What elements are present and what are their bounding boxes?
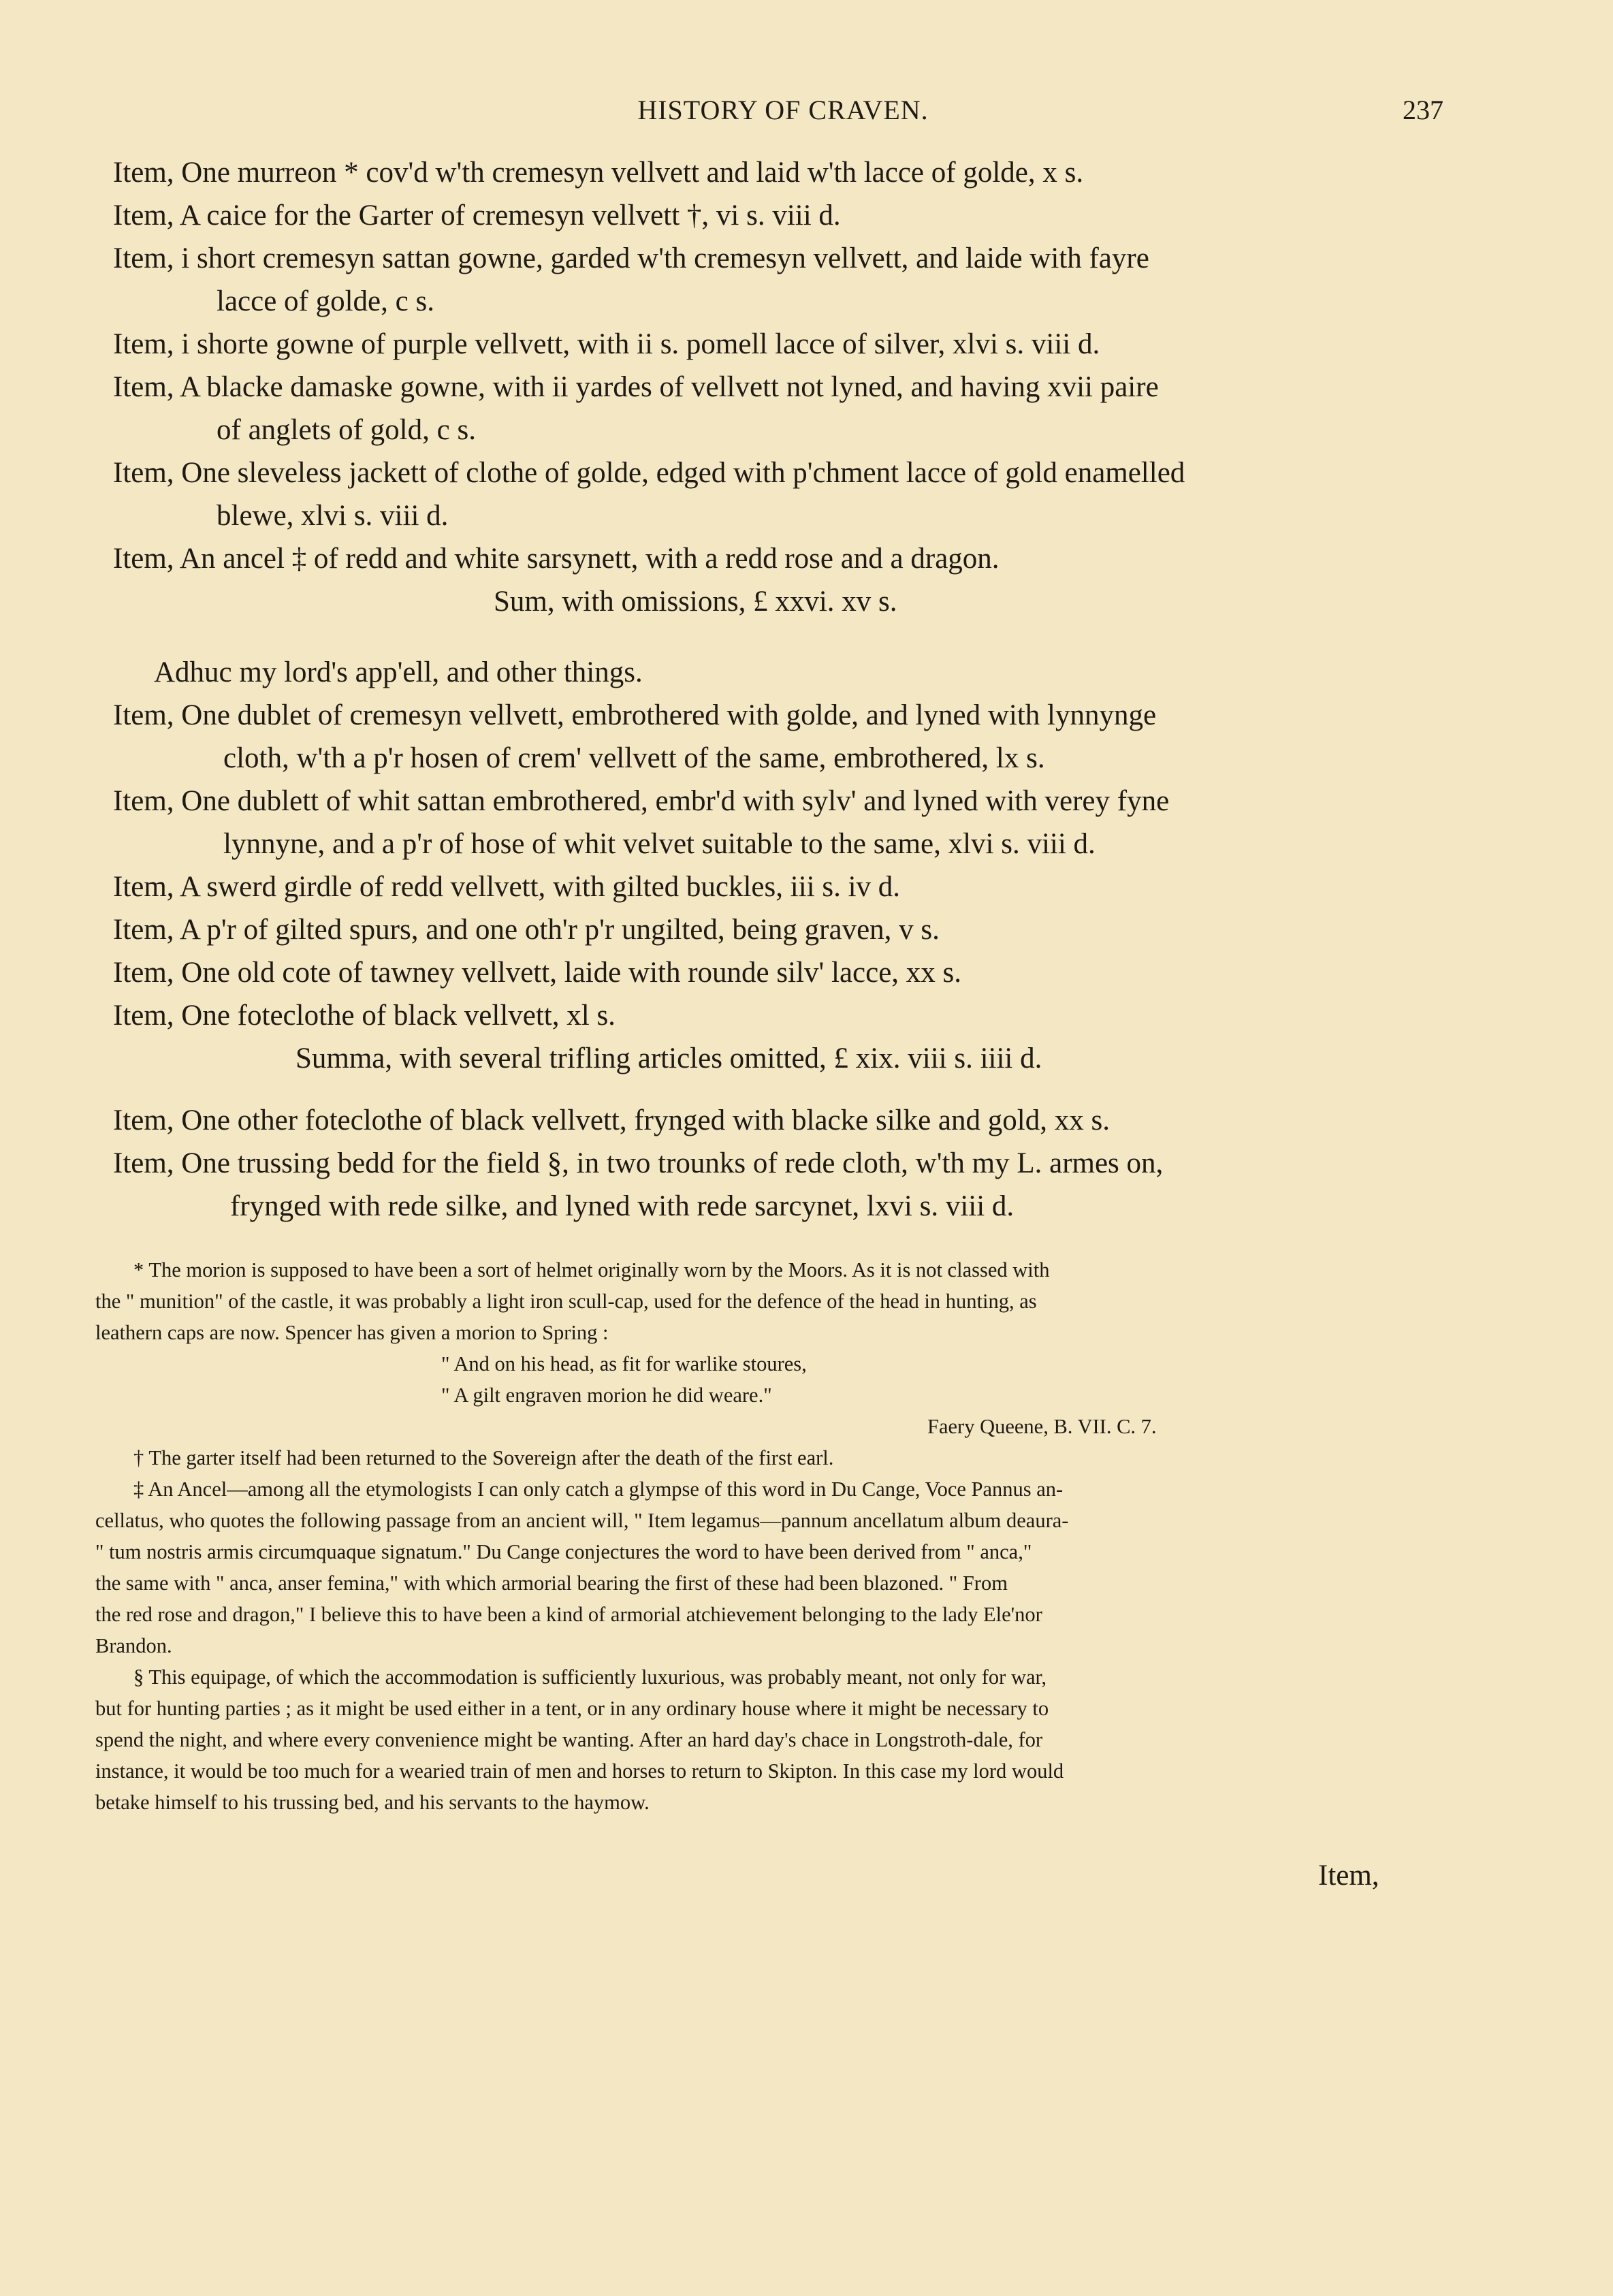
section-heading: Adhuc my lord's app'ell, and other things.	[154, 656, 643, 688]
inventory-line: Item, A caice for the Garter of cremesyn vellvett †, vi s. viii d.	[113, 200, 841, 232]
footnote-line: leathern caps are now. Spencer has given a morion to Spring :	[95, 1321, 609, 1344]
inventory-line: Item, A blacke damaske gowne, with ii yardes of vellvett not lyned, and having xvii paire	[113, 371, 1159, 403]
footnote-citation: Faery Queene, B. VII. C. 7.	[927, 1415, 1157, 1438]
inventory-line-continued: blewe, xlvi s. viii d.	[217, 500, 449, 532]
inventory-line: Item, A swerd girdle of redd vellvett, with gilted buckles, iii s. iv d.	[113, 871, 901, 903]
footnote-line: ‡ An Ancel—among all the etymologists I can only catch a glympse of this word in Du Cange, Voce Pannus an-	[133, 1478, 1064, 1501]
footnote-line: " tum nostris armis circumquaque signatum." Du Cange conjectures the word to have been derived from " anca,"	[95, 1540, 1032, 1563]
inventory-line-continued: frynged with rede silke, and lyned with rede sarcynet, lxvi s. viii d.	[230, 1190, 1015, 1222]
inventory-line: Item, An ancel ‡ of redd and white sarsynett, with a redd rose and a dragon.	[113, 543, 1000, 575]
footnote-line: Brandon.	[95, 1634, 172, 1657]
inventory-line: Item, One dublett of whit sattan embrothered, embr'd with sylv' and lyned with verey fyne	[113, 785, 1170, 817]
inventory-line-continued: cloth, w'th a p'r hosen of crem' vellvett of the same, embrothered, lx s.	[223, 742, 1045, 774]
footnote-line: the same with " anca, anser femina," with which armorial bearing the first of these had been blazoned. " From	[95, 1572, 1008, 1595]
sum-line: Sum, with omissions, £ xxvi. xv s.	[494, 586, 897, 618]
footnote-line: † The garter itself had been returned to the Sovereign after the death of the first earl.	[133, 1446, 834, 1469]
inventory-line: Item, One murreon * cov'd w'th cremesyn vellvett and laid w'th lacce of golde, x s.	[113, 157, 1084, 189]
footnote-line: but for hunting parties ; as it might be used either in a tent, or in any ordinary house where it might be necessary to	[95, 1697, 1049, 1720]
inventory-line: Item, One dublet of cremesyn vellvett, embrothered with golde, and lyned with lynnynge	[113, 699, 1157, 731]
inventory-line: Item, One sleveless jackett of clothe of golde, edged with p'chment lacce of gold enamelled	[113, 457, 1185, 489]
inventory-line: Item, One foteclothe of black vellvett, xl s.	[113, 1000, 616, 1032]
inventory-line: Item, i shorte gowne of purple vellvett, with ii s. pomell lacce of silver, xlvi s. viii d.	[113, 328, 1100, 360]
sum-line: Summa, with several trifling articles omitted, £ xix. viii s. iiii d.	[296, 1042, 1042, 1074]
footnote-line: betake himself to his trussing bed, and his servants to the haymow.	[95, 1791, 650, 1814]
footnote-quote: " And on his head, as fit for warlike stoures,	[441, 1352, 807, 1375]
inventory-line: Item, i short cremesyn sattan gowne, garded w'th cremesyn vellvett, and laide with fayre	[113, 242, 1149, 274]
running-header	[123, 94, 1443, 135]
footnote-line: the " munition" of the castle, it was probably a light iron scull-cap, used for the defence of the head in hunting, as	[95, 1290, 1037, 1313]
footnote-line: spend the night, and where every convenience might be wanting. After an hard day's chace in Longstroth-dale, for	[95, 1728, 1043, 1751]
inventory-line: Item, One other foteclothe of black vellvett, frynged with blacke silke and gold, xx s.	[113, 1104, 1110, 1136]
page-title: HISTORY OF CRAVEN.	[637, 95, 929, 125]
footnote-line: instance, it would be too much for a wearied train of men and horses to return to Skipton. In this case my lord would	[95, 1759, 1064, 1783]
inventory-line-continued: of anglets of gold, c s.	[217, 414, 476, 446]
footnote-line: § This equipage, of which the accommodation is sufficiently luxurious, was probably meant, not only for war,	[133, 1665, 1047, 1689]
inventory-line-continued: lynnyne, and a p'r of hose of whit velvet suitable to the same, xlvi s. viii d.	[223, 828, 1096, 860]
inventory-line: Item, One old cote of tawney vellvett, laide with rounde silv' lacce, xx s.	[113, 957, 962, 989]
inventory-line: Item, One trussing bedd for the field §, in two trounks of rede cloth, w'th my L. armes on,	[113, 1147, 1164, 1179]
footnote-line: cellatus, who quotes the following passage from an ancient will, " Item legamus—pannum ancellatum album deaura-	[95, 1509, 1069, 1532]
footnote-quote: " A gilt engraven morion he did weare."	[441, 1384, 772, 1407]
inventory-line: Item, A p'r of gilted spurs, and one oth'r p'r ungilted, being graven, v s.	[113, 914, 940, 946]
catchword: Item,	[1318, 1860, 1379, 1892]
footnote-line: * The morion is supposed to have been a sort of helmet originally worn by the Moors. As it is not classed with	[133, 1258, 1050, 1281]
inventory-line-continued: lacce of golde, c s.	[217, 285, 434, 317]
footnote-line: the red rose and dragon," I believe this to have been a kind of armorial atchievement belonging to the lady Ele'nor	[95, 1603, 1042, 1626]
page-number: 237	[1403, 95, 1443, 125]
